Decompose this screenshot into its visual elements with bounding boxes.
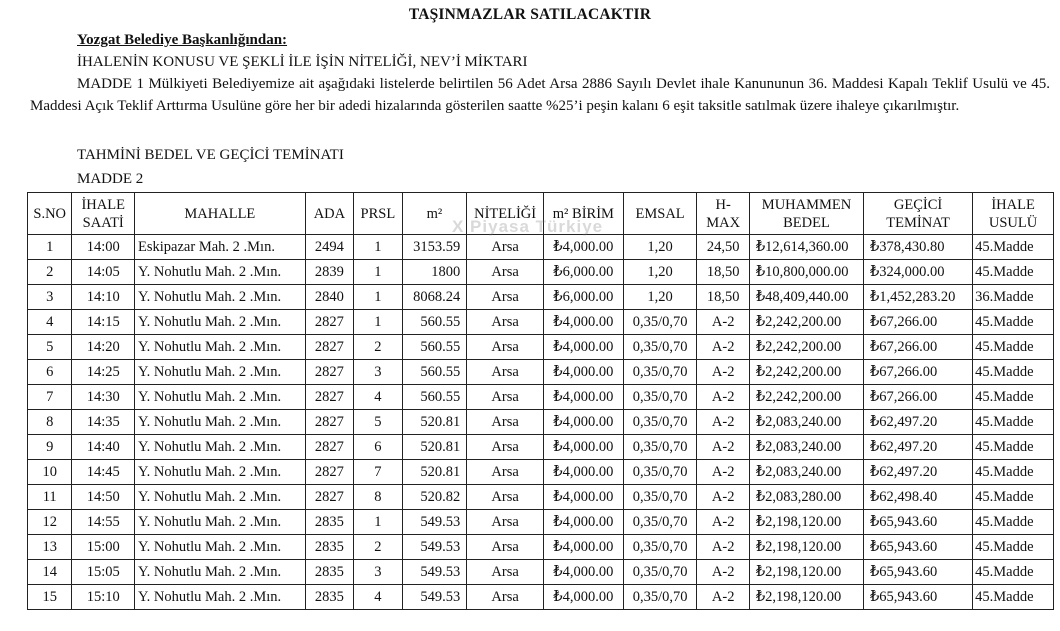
cell-saat: 14:55: [72, 510, 135, 535]
cell-emsal: 0,35/0,70: [623, 535, 697, 560]
cell-mahalle: Eskipazar Mah. 2 .Mın.: [135, 235, 306, 260]
cell-teminat: ₺65,943.60: [864, 560, 973, 585]
cell-m2: 560.55: [402, 385, 467, 410]
cell-ada: 2835: [305, 535, 353, 560]
cell-prsl: 8: [354, 485, 402, 510]
cell-ada: 2827: [305, 460, 353, 485]
cell-nitelik: Arsa: [467, 535, 544, 560]
cell-saat: 14:15: [72, 310, 135, 335]
cell-bedel: ₺2,198,120.00: [749, 535, 863, 560]
table-row: [28, 410, 1054, 435]
cell-prsl: 3: [354, 560, 402, 585]
table-row: [28, 485, 1054, 510]
cell-teminat: ₺62,498.40: [864, 485, 973, 510]
cell-nitelik: Arsa: [467, 485, 544, 510]
cell-sno: 5: [28, 335, 72, 360]
cell-birim: ₺4,000.00: [543, 435, 623, 460]
cell-bedel: ₺2,198,120.00: [749, 585, 863, 610]
table-row: [28, 510, 1054, 535]
cell-saat: 15:00: [72, 535, 135, 560]
cell-usul: 45.Madde: [973, 310, 1054, 335]
cell-usul: 45.Madde: [973, 535, 1054, 560]
cell-prsl: 4: [354, 385, 402, 410]
cell-sno: 7: [28, 385, 72, 410]
property-auction-table: [27, 192, 1054, 610]
cell-prsl: 7: [354, 460, 402, 485]
cell-sno: 4: [28, 310, 72, 335]
cell-birim: ₺4,000.00: [543, 560, 623, 585]
header-usul: İHALE USULÜ: [973, 193, 1054, 235]
cell-usul: 45.Madde: [973, 510, 1054, 535]
table-row: [28, 560, 1054, 585]
cell-emsal: 0,35/0,70: [623, 410, 697, 435]
header-ada: ADA: [305, 193, 353, 235]
cell-saat: 14:20: [72, 335, 135, 360]
document-title: TAŞINMAZLAR SATILACAKTIR: [408, 6, 652, 23]
cell-nitelik: Arsa: [467, 435, 544, 460]
cell-bedel: ₺2,083,240.00: [749, 460, 863, 485]
cell-m2: 1800: [402, 260, 467, 285]
cell-bedel: ₺2,242,200.00: [749, 335, 863, 360]
table-row: [28, 460, 1054, 485]
header-sno: S.NO: [28, 193, 72, 235]
header-hmax: H- MAX: [697, 193, 750, 235]
cell-usul: 36.Madde: [973, 285, 1054, 310]
cell-birim: ₺4,000.00: [543, 235, 623, 260]
cell-prsl: 3: [354, 360, 402, 385]
cell-emsal: 0,35/0,70: [623, 385, 697, 410]
cell-ada: 2827: [305, 485, 353, 510]
cell-ada: 2827: [305, 335, 353, 360]
cell-bedel: ₺10,800,000.00: [749, 260, 863, 285]
cell-teminat: ₺62,497.20: [864, 435, 973, 460]
cell-teminat: ₺324,000.00: [864, 260, 973, 285]
cell-prsl: 1: [354, 510, 402, 535]
cell-prsl: 1: [354, 310, 402, 335]
header-m2: m²: [402, 193, 467, 235]
table-row: [28, 235, 1054, 260]
cell-m2: 560.55: [402, 310, 467, 335]
cell-saat: 14:25: [72, 360, 135, 385]
cell-mahalle: Y. Nohutlu Mah. 2 .Mın.: [135, 485, 306, 510]
cell-hmax: 18,50: [697, 285, 750, 310]
cell-hmax: A-2: [697, 385, 750, 410]
cell-teminat: ₺65,943.60: [864, 535, 973, 560]
header-nitelik: NİTELİĞİ: [467, 193, 544, 235]
cell-ada: 2835: [305, 585, 353, 610]
cell-usul: 45.Madde: [973, 435, 1054, 460]
cell-usul: 45.Madde: [973, 335, 1054, 360]
cell-birim: ₺6,000.00: [543, 285, 623, 310]
cell-bedel: ₺12,614,360.00: [749, 235, 863, 260]
cell-m2: 549.53: [402, 535, 467, 560]
cell-usul: 45.Madde: [973, 385, 1054, 410]
article-1-paragraph: MADDE 1 Mülkiyeti Belediyemize ait aşağıdaki listelerde belirtilen 56 Adet Arsa 2886 Sayılı Devlet ihale Kanununun 36. Maddesi Kapalı Teklif Usulü ve 45. Maddesi Açık Teklif Arttırma Usulüne göre her bir adedi hizalarında gösterilen saatte %25’i peşin kalanı 6 eşit taksitle satılmak üzere ihaleye çıkarılmıştır.: [30, 76, 1050, 114]
header-emsal: EMSAL: [623, 193, 697, 235]
cell-ada: 2494: [305, 235, 353, 260]
cell-mahalle: Y. Nohutlu Mah. 2 .Mın.: [135, 585, 306, 610]
cell-sno: 6: [28, 360, 72, 385]
cell-nitelik: Arsa: [467, 585, 544, 610]
cell-prsl: 2: [354, 335, 402, 360]
cell-hmax: A-2: [697, 460, 750, 485]
cell-teminat: ₺62,497.20: [864, 410, 973, 435]
cell-nitelik: Arsa: [467, 335, 544, 360]
cell-teminat: ₺65,943.60: [864, 510, 973, 535]
cell-nitelik: Arsa: [467, 460, 544, 485]
cell-nitelik: Arsa: [467, 510, 544, 535]
cell-ada: 2827: [305, 360, 353, 385]
cell-hmax: A-2: [697, 335, 750, 360]
cell-bedel: ₺2,198,120.00: [749, 560, 863, 585]
cell-emsal: 0,35/0,70: [623, 560, 697, 585]
cell-usul: 45.Madde: [973, 460, 1054, 485]
cell-m2: 549.53: [402, 510, 467, 535]
cell-m2: 520.81: [402, 410, 467, 435]
header-birim: m² BİRİM: [543, 193, 623, 235]
estimated-value-heading: TAHMİNİ BEDEL VE GEÇİCİ TEMİNATI: [77, 147, 344, 163]
cell-teminat: ₺62,497.20: [864, 460, 973, 485]
cell-prsl: 1: [354, 235, 402, 260]
cell-sno: 14: [28, 560, 72, 585]
cell-sno: 15: [28, 585, 72, 610]
cell-saat: 14:05: [72, 260, 135, 285]
cell-saat: 14:40: [72, 435, 135, 460]
cell-sno: 10: [28, 460, 72, 485]
cell-teminat: ₺67,266.00: [864, 360, 973, 385]
cell-emsal: 0,35/0,70: [623, 360, 697, 385]
cell-teminat: ₺67,266.00: [864, 335, 973, 360]
cell-emsal: 0,35/0,70: [623, 335, 697, 360]
cell-bedel: ₺2,083,240.00: [749, 435, 863, 460]
cell-usul: 45.Madde: [973, 360, 1054, 385]
cell-bedel: ₺2,083,240.00: [749, 410, 863, 435]
cell-birim: ₺4,000.00: [543, 585, 623, 610]
cell-bedel: ₺2,242,200.00: [749, 310, 863, 335]
cell-sno: 2: [28, 260, 72, 285]
municipality-heading: Yozgat Belediye Başkanlığından:: [77, 32, 288, 48]
cell-emsal: 0,35/0,70: [623, 585, 697, 610]
cell-ada: 2827: [305, 310, 353, 335]
cell-ada: 2840: [305, 285, 353, 310]
cell-m2: 560.55: [402, 335, 467, 360]
cell-prsl: 2: [354, 535, 402, 560]
cell-m2: 520.82: [402, 485, 467, 510]
cell-emsal: 1,20: [623, 285, 697, 310]
cell-hmax: A-2: [697, 485, 750, 510]
cell-sno: 13: [28, 535, 72, 560]
cell-mahalle: Y. Nohutlu Mah. 2 .Mın.: [135, 335, 306, 360]
cell-ada: 2839: [305, 260, 353, 285]
cell-m2: 560.55: [402, 360, 467, 385]
cell-bedel: ₺2,198,120.00: [749, 510, 863, 535]
cell-saat: 14:35: [72, 410, 135, 435]
cell-nitelik: Arsa: [467, 385, 544, 410]
cell-teminat: ₺378,430.80: [864, 235, 973, 260]
cell-mahalle: Y. Nohutlu Mah. 2 .Mın.: [135, 460, 306, 485]
cell-sno: 3: [28, 285, 72, 310]
cell-saat: 15:10: [72, 585, 135, 610]
cell-hmax: A-2: [697, 510, 750, 535]
table-row: [28, 385, 1054, 410]
cell-m2: 3153.59: [402, 235, 467, 260]
cell-emsal: 0,35/0,70: [623, 485, 697, 510]
cell-usul: 45.Madde: [973, 485, 1054, 510]
cell-emsal: 0,35/0,70: [623, 435, 697, 460]
cell-ada: 2827: [305, 385, 353, 410]
cell-sno: 8: [28, 410, 72, 435]
subject-line: İHALENİN KONUSU VE ŞEKLİ İLE İŞİN NİTELİĞİ, NEV’İ MİKTARI: [77, 54, 528, 70]
header-saat: İHALE SAATİ: [72, 193, 135, 235]
cell-birim: ₺4,000.00: [543, 385, 623, 410]
cell-nitelik: Arsa: [467, 410, 544, 435]
cell-hmax: A-2: [697, 410, 750, 435]
cell-prsl: 4: [354, 585, 402, 610]
table-row: [28, 435, 1054, 460]
cell-mahalle: Y. Nohutlu Mah. 2 .Mın.: [135, 260, 306, 285]
cell-birim: ₺4,000.00: [543, 510, 623, 535]
article-2-label: MADDE 2: [77, 171, 144, 187]
table-row: [28, 360, 1054, 385]
cell-nitelik: Arsa: [467, 235, 544, 260]
cell-usul: 45.Madde: [973, 235, 1054, 260]
cell-prsl: 5: [354, 410, 402, 435]
cell-birim: ₺4,000.00: [543, 360, 623, 385]
header-bedel: MUHAMMEN BEDEL: [749, 193, 863, 235]
cell-birim: ₺4,000.00: [543, 485, 623, 510]
cell-hmax: 18,50: [697, 260, 750, 285]
cell-mahalle: Y. Nohutlu Mah. 2 .Mın.: [135, 385, 306, 410]
cell-prsl: 1: [354, 260, 402, 285]
cell-mahalle: Y. Nohutlu Mah. 2 .Mın.: [135, 310, 306, 335]
cell-usul: 45.Madde: [973, 560, 1054, 585]
cell-m2: 520.81: [402, 460, 467, 485]
cell-sno: 1: [28, 235, 72, 260]
cell-saat: 14:45: [72, 460, 135, 485]
cell-bedel: ₺2,242,200.00: [749, 360, 863, 385]
cell-ada: 2835: [305, 560, 353, 585]
cell-bedel: ₺2,083,280.00: [749, 485, 863, 510]
cell-saat: 14:30: [72, 385, 135, 410]
cell-sno: 9: [28, 435, 72, 460]
cell-nitelik: Arsa: [467, 310, 544, 335]
table-row: [28, 285, 1054, 310]
table-row: [28, 310, 1054, 335]
cell-teminat: ₺1,452,283.20: [864, 285, 973, 310]
cell-nitelik: Arsa: [467, 285, 544, 310]
cell-prsl: 6: [354, 435, 402, 460]
cell-m2: 549.53: [402, 560, 467, 585]
cell-mahalle: Y. Nohutlu Mah. 2 .Mın.: [135, 285, 306, 310]
cell-birim: ₺4,000.00: [543, 335, 623, 360]
cell-nitelik: Arsa: [467, 560, 544, 585]
cell-mahalle: Y. Nohutlu Mah. 2 .Mın.: [135, 560, 306, 585]
table-row: [28, 535, 1054, 560]
cell-birim: ₺6,000.00: [543, 260, 623, 285]
cell-emsal: 0,35/0,70: [623, 310, 697, 335]
cell-saat: 15:05: [72, 560, 135, 585]
cell-m2: 8068.24: [402, 285, 467, 310]
cell-m2: 520.81: [402, 435, 467, 460]
cell-mahalle: Y. Nohutlu Mah. 2 .Mın.: [135, 535, 306, 560]
cell-sno: 12: [28, 510, 72, 535]
cell-ada: 2827: [305, 410, 353, 435]
cell-saat: 14:50: [72, 485, 135, 510]
cell-birim: ₺4,000.00: [543, 410, 623, 435]
cell-hmax: A-2: [697, 560, 750, 585]
cell-emsal: 1,20: [623, 235, 697, 260]
table-row: [28, 585, 1054, 610]
cell-hmax: A-2: [697, 360, 750, 385]
cell-teminat: ₺67,266.00: [864, 310, 973, 335]
cell-hmax: A-2: [697, 435, 750, 460]
cell-birim: ₺4,000.00: [543, 535, 623, 560]
cell-nitelik: Arsa: [467, 360, 544, 385]
cell-saat: 14:10: [72, 285, 135, 310]
cell-hmax: A-2: [697, 535, 750, 560]
cell-hmax: 24,50: [697, 235, 750, 260]
cell-bedel: ₺2,242,200.00: [749, 385, 863, 410]
cell-sno: 11: [28, 485, 72, 510]
cell-mahalle: Y. Nohutlu Mah. 2 .Mın.: [135, 410, 306, 435]
watermark: X Piyasa Türkiye: [452, 217, 604, 236]
cell-bedel: ₺48,409,440.00: [749, 285, 863, 310]
cell-hmax: A-2: [697, 310, 750, 335]
cell-emsal: 1,20: [623, 260, 697, 285]
cell-m2: 549.53: [402, 585, 467, 610]
cell-birim: ₺4,000.00: [543, 310, 623, 335]
cell-prsl: 1: [354, 285, 402, 310]
cell-emsal: 0,35/0,70: [623, 460, 697, 485]
cell-teminat: ₺67,266.00: [864, 385, 973, 410]
cell-hmax: A-2: [697, 585, 750, 610]
table-row: [28, 260, 1054, 285]
cell-ada: 2827: [305, 435, 353, 460]
cell-usul: 45.Madde: [973, 260, 1054, 285]
cell-mahalle: Y. Nohutlu Mah. 2 .Mın.: [135, 360, 306, 385]
cell-usul: 45.Madde: [973, 585, 1054, 610]
cell-usul: 45.Madde: [973, 410, 1054, 435]
cell-birim: ₺4,000.00: [543, 460, 623, 485]
header-teminat: GEÇİCİ TEMİNAT: [864, 193, 973, 235]
table-row: [28, 335, 1054, 360]
cell-ada: 2835: [305, 510, 353, 535]
cell-nitelik: Arsa: [467, 260, 544, 285]
header-prsl: PRSL: [354, 193, 402, 235]
header-mahalle: MAHALLE: [135, 193, 306, 235]
cell-teminat: ₺65,943.60: [864, 585, 973, 610]
cell-mahalle: Y. Nohutlu Mah. 2 .Mın.: [135, 435, 306, 460]
cell-saat: 14:00: [72, 235, 135, 260]
cell-mahalle: Y. Nohutlu Mah. 2 .Mın.: [135, 510, 306, 535]
cell-emsal: 0,35/0,70: [623, 510, 697, 535]
